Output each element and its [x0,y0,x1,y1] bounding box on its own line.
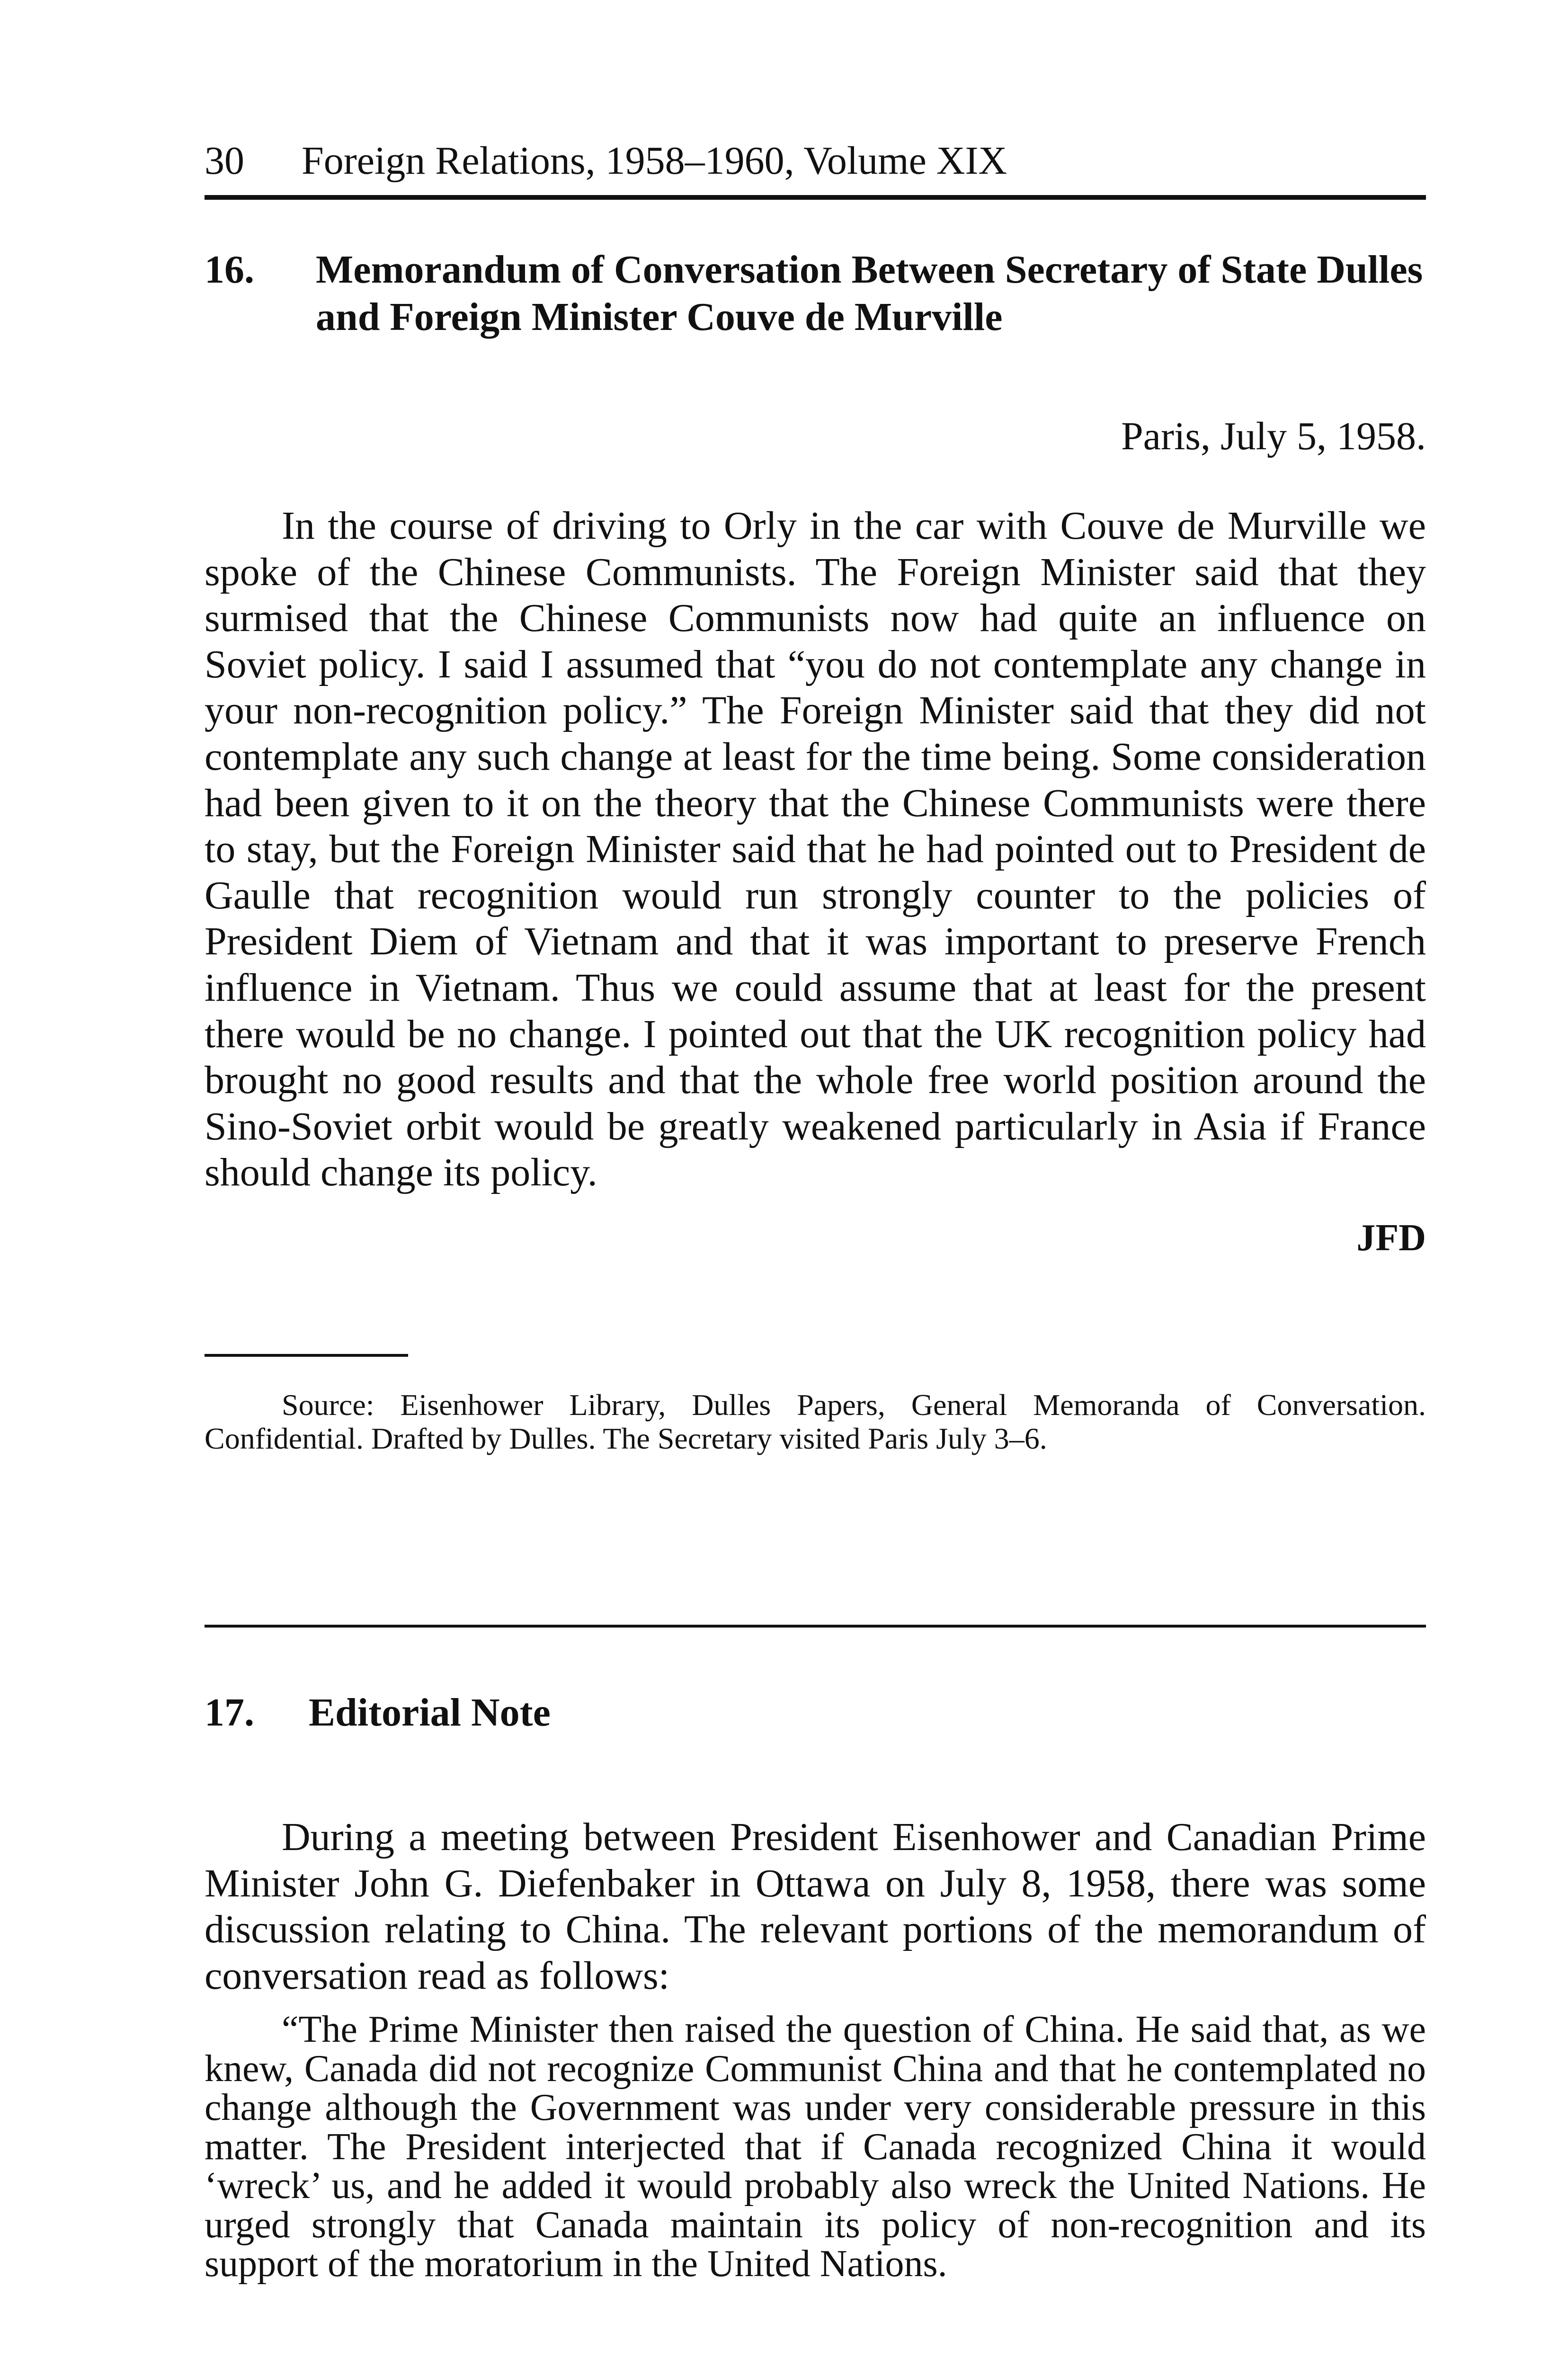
document-16-body: In the course of driving to Orly in the car with Couve de Murville we spoke of the Chinese Communists. The Foreign Minister said that they surmised that the Chinese Communists now had quite an influence on Soviet policy. I said I assumed that “you do not contemplate any change in your non-recognition policy.” The Foreign Minister said that they did not contemplate any such change at least for the time being. Some consideration had been given to it on the theory that the Chinese Communists were there to stay, but the Foreign Minister said that he had pointed out to President de Gaulle that recognition would run strongly counter to the policies of President Diem of Vietnam and that it was important to preserve French influence in Vietnam. Thus we could assume that at least for the present there would be no change. I pointed out that the UK recognition policy had brought no good results and that the whole free world position around the Sino-Soviet orbit would be greatly weakened particularly in Asia if France should change its policy. [205,504,1426,1195]
document-16-number: 16. [205,248,254,292]
header-rule [205,195,1426,200]
section-divider [205,1625,1426,1628]
footnote-rule [205,1354,408,1357]
running-head [205,137,1426,185]
document-17-body: During a meeting between President Eisenhower and Canadian Prime Minister John G. Diefenbaker in Ottawa on July 8, 1958, there was some discussion relating to China. The relevant portions of the memorandum of conversation read as follows: [205,1815,1426,1998]
document-16-dateline: Paris, July 5, 1958. [1121,414,1426,458]
document-17-quote: “The Prime Minister then raised the question of China. He said that, as we knew, Canada did not recognize Communist China and that he contemplated no change although the Government was under very considerable pressure in this matter. The President interjected that if Canada recognized China it would ‘wreck’ us, and he added it would probably also wreck the United Nations. He urged strongly that Canada maintain its policy of non-recognition and its support of the moratorium in the United Nations. [205,2009,1426,2285]
document-page [205,0,1426,2367]
document-16-source-note: Source: Eisenhower Library, Dulles Papers, General Memoranda of Conversation. Confidential. Drafted by Dulles. The Secretary visited Paris July 3–6. [205,1388,1426,1455]
document-17-number: 17. [205,1691,254,1735]
publication-title: Foreign Relations, 1958–1960, Volume XIX [302,139,1007,183]
page-number: 30 [205,139,244,183]
document-16-initials: JFD [1356,1217,1426,1259]
document-17-title: Editorial Note [309,1691,551,1735]
document-16-title: Memorandum of Conversation Between Secretary of State Dulles and Foreign Minister Couve de Murville [316,248,1423,339]
